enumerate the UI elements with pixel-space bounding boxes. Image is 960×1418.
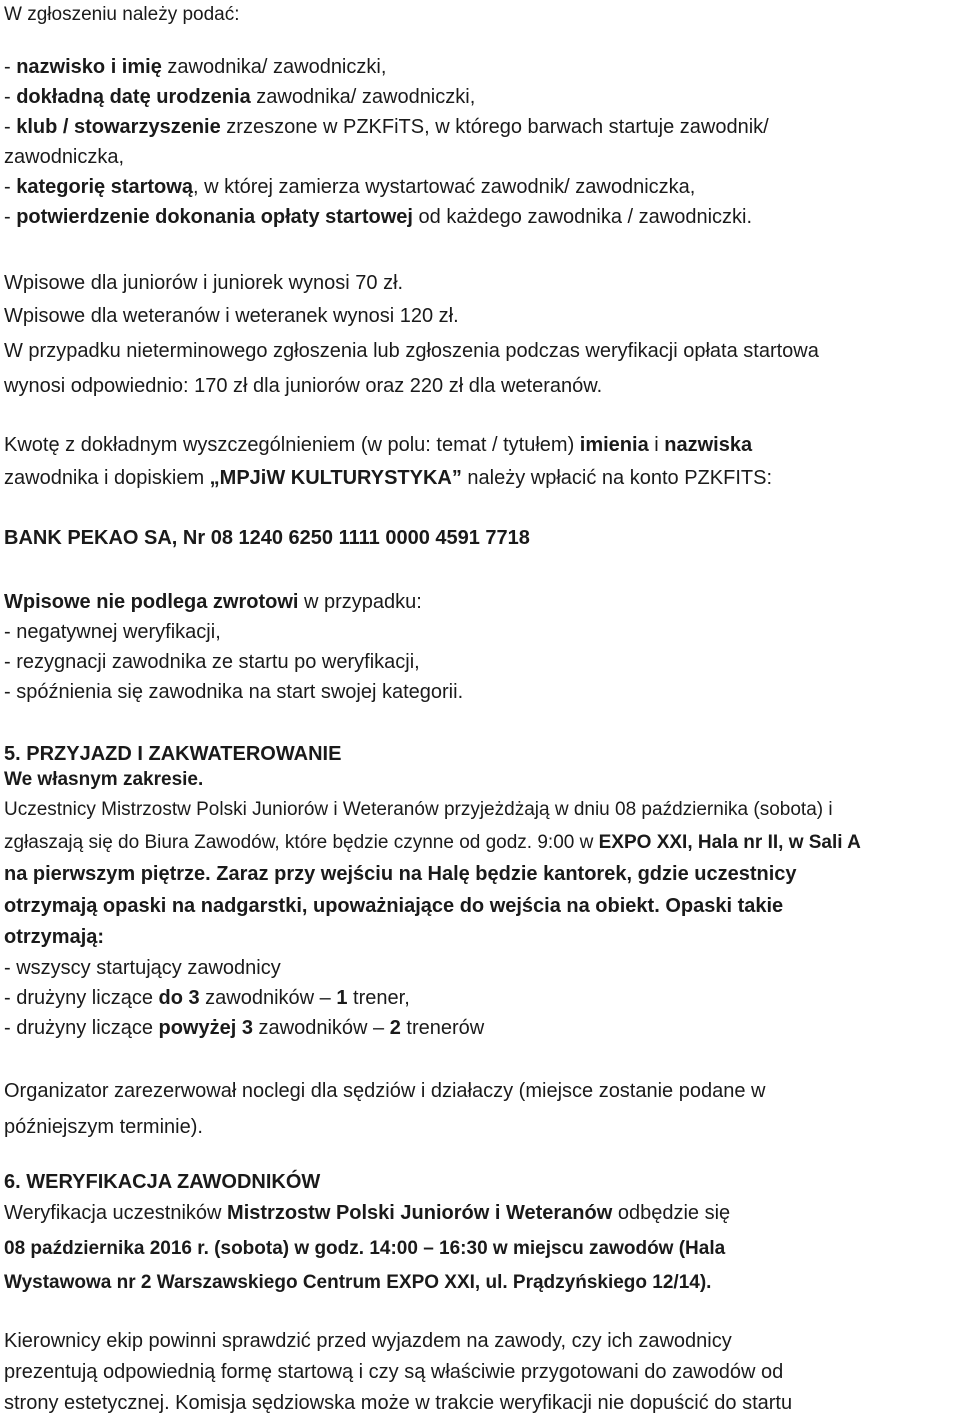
intro-item-1: - nazwisko i imię zawodnika/ zawodniczki, [4,56,387,78]
intro-item-5-bold: potwierdzenie dokonania opłaty startowej [16,206,413,228]
fee-juniors [4,270,403,296]
intro-item-3: - klub / stowarzyszenie zrzeszone w PZKFiTS, w którego barwach startuje zawodnik/ [4,116,769,138]
fee-veterans [4,303,459,329]
fee-juniors-text: Wpisowe dla juniorów i juniorek wynosi 70 zł. [4,272,404,294]
fee-late-line-1-text: W przypadku nieterminowego zgłoszenia lub zgłoszenia podczas weryfikacji opłata startowa [4,340,819,362]
section-5-subtitle-text: We własnym zakresie. [4,769,204,790]
section-6-title [4,1169,320,1195]
payment-line-1-d: nazwiska [664,434,753,456]
fee-late-line-2-text: wynosi odpowiednio: 170 zł dla juniorów oraz 220 zł dla weteranów. [4,375,603,397]
section-5-bullet-2-e: trener, [347,987,410,1009]
refund-item-2 [4,649,420,675]
section-5-bullet-3 [4,1015,484,1041]
intro-item-3-continued [4,144,124,170]
section-5-bullet-2-b: do 3 [158,987,200,1009]
payment-line-2 [4,465,772,491]
refund-item-1-text: - negatywnej weryfikacji, [4,621,221,643]
section-6-title-text: 6. WERYFIKACJA ZAWODNIKÓW [4,1171,321,1193]
section-5-title [4,741,341,767]
section-6-managers-2-text: prezentują odpowiednią formę startową i czy są właściwie przygotowani do zawodów od [4,1361,784,1383]
section-5-para-4-text: otrzymają opaski na nadgarstki, upoważniające do wejścia na obiekt. Opaski takie [4,895,784,917]
section-5-para-3-a: na pierwszym piętrze. [4,863,211,885]
section-6-line-2-text: 08 października 2016 r. (sobota) w godz. 14:00 – 16:30 w miejscu zawodów (Hala [4,1238,726,1259]
section-5-para-1-text: Uczestnicy Mistrzostw Polski Juniorów i Weteranów przyjeżdżają w dniu 08 października (sobota) i [4,799,833,820]
section-5-title-text: 5. PRZYJAZD I ZAKWATEROWANIE [4,743,342,765]
section-5-organizer-2-text: późniejszym terminie). [4,1116,203,1138]
fee-late-line-1 [4,338,819,364]
section-5-bullet-3-d: 2 [389,1017,401,1039]
intro-item-1-bold: nazwisko i imię [16,56,162,78]
section-5-organizer-2 [4,1114,203,1140]
section-5-bullet-2-d: 1 [336,987,348,1009]
section-5-bullet-3-c: zawodników – [252,1017,390,1039]
intro-item-2-bold: dokładną datę urodzenia [16,86,251,108]
section-5-organizer-1 [4,1078,765,1104]
section-6-line-1 [4,1200,730,1226]
section-5-bullet-3-e: trenerów [400,1017,485,1039]
section-5-para-3-b: Zaraz przy wejściu na Halę będzie kantorek, gdzie uczestnicy [210,863,797,885]
intro-item-4: - kategorię startową, w której zamierza wystartować zawodnik/ zawodniczka, [4,176,696,198]
refund-item-1 [4,619,221,645]
intro-item-5-rest: od każdego zawodnika / zawodniczki. [412,206,753,228]
section-6-managers-3-text: strony estetycznej. Komisja sędziowska może w trakcie weryfikacji nie dopuścić do startu [4,1392,793,1414]
intro-item-4-rest: , w której zamierza wystartować zawodnik/ zawodniczka, [192,176,696,198]
section-6-managers-2 [4,1359,783,1385]
payment-line-2-a: zawodnika i dopiskiem [4,467,210,489]
intro-item-3-bold: klub / stowarzyszenie [16,116,221,138]
refund-heading [4,589,422,615]
intro-item-5: - potwierdzenie dokonania opłaty startowej od każdego zawodnika / zawodniczki. [4,206,753,228]
section-5-para-1 [4,797,833,823]
intro-item-2-rest: zawodnika/ zawodniczki, [250,86,476,108]
refund-heading-bold: Wpisowe nie podlega zwrotowi [4,591,299,613]
section-5-para-3 [4,861,797,887]
section-6-line-1-b: Mistrzostw Polski Juniorów i Weteranów [227,1202,613,1224]
section-5-para-4 [4,893,783,919]
section-6-line-3-text: Wystawowa nr 2 Warszawskiego Centrum EXPO XXI, ul. Prądzyńskiego 12/14). [4,1272,712,1293]
intro-item-1-rest: zawodnika/ zawodniczki, [161,56,387,78]
refund-item-2-text: - rezygnacji zawodnika ze startu po weryfikacji, [4,651,420,673]
intro-item-3-cont-text: zawodniczka, [4,146,125,168]
payment-line-1-b: imienia [579,434,649,456]
payment-line-2-c: należy wpłacić na konto PZKFITS: [461,467,773,489]
section-5-bullet-2 [4,985,410,1011]
fee-late-line-2 [4,373,602,399]
section-5-bullet-3-b: powyżej 3 [158,1017,253,1039]
section-5-para-2-b: EXPO XXI, Hala nr II, w Sali A [598,832,861,853]
section-5-para-2 [4,830,861,856]
section-5-para-2-a: zgłaszają się do Biura Zawodów, które będzie czynne od godz. 9:00 w [4,832,599,853]
intro-heading [4,2,240,28]
section-6-managers-1-text: Kierownicy ekip powinni sprawdzić przed wyjazdem na zawody, czy ich zawodnicy [4,1330,732,1352]
bank-account-text: BANK PEKAO SA, Nr 08 1240 6250 1111 0000 4591 7718 [4,527,530,549]
section-5-bullet-2-a: - drużyny liczące [4,987,159,1009]
fee-veterans-text: Wpisowe dla weteranów i weteranek wynosi 120 zł. [4,305,459,327]
section-6-line-3 [4,1270,711,1296]
section-5-subtitle [4,767,203,793]
section-5-organizer-1-text: Organizator zarezerwował noclegi dla sędziów i działaczy (miejsce zostanie podane w [4,1080,766,1102]
payment-line-1-c: i [648,434,665,456]
section-6-line-1-c: odbędzie się [612,1202,731,1224]
section-5-bullet-1 [4,955,281,981]
payment-line-2-b: „MPJiW KULTURYSTYKA” [209,467,462,489]
section-6-managers-3 [4,1390,792,1416]
refund-item-3-text: - spóźnienia się zawodnika na start swojej kategorii. [4,681,464,703]
refund-item-3 [4,679,463,705]
section-6-line-1-a: Weryfikacja uczestników [4,1202,228,1224]
payment-line-1 [4,432,752,458]
section-5-para-5-text: otrzymają: [4,926,105,948]
section-5-bullet-1-text: - wszyscy startujący zawodnicy [4,957,281,979]
bank-account [4,525,530,551]
section-5-bullet-3-a: - drużyny liczące [4,1017,159,1039]
intro-heading-text: W zgłoszeniu należy podać: [4,4,240,25]
section-5-bullet-2-c: zawodników – [199,987,337,1009]
refund-heading-rest: w przypadku: [298,591,422,613]
section-6-managers-1 [4,1328,732,1354]
intro-item-3-rest: zrzeszone w PZKFiTS, w którego barwach startuje zawodnik/ [220,116,769,138]
intro-item-2: - dokładną datę urodzenia zawodnika/ zawodniczki, [4,86,476,108]
intro-item-4-bold: kategorię startową [16,176,193,198]
payment-line-1-a: Kwotę z dokładnym wyszczególnieniem (w polu: temat / tytułem) [4,434,580,456]
section-6-line-2 [4,1236,725,1262]
section-5-para-5 [4,924,104,950]
